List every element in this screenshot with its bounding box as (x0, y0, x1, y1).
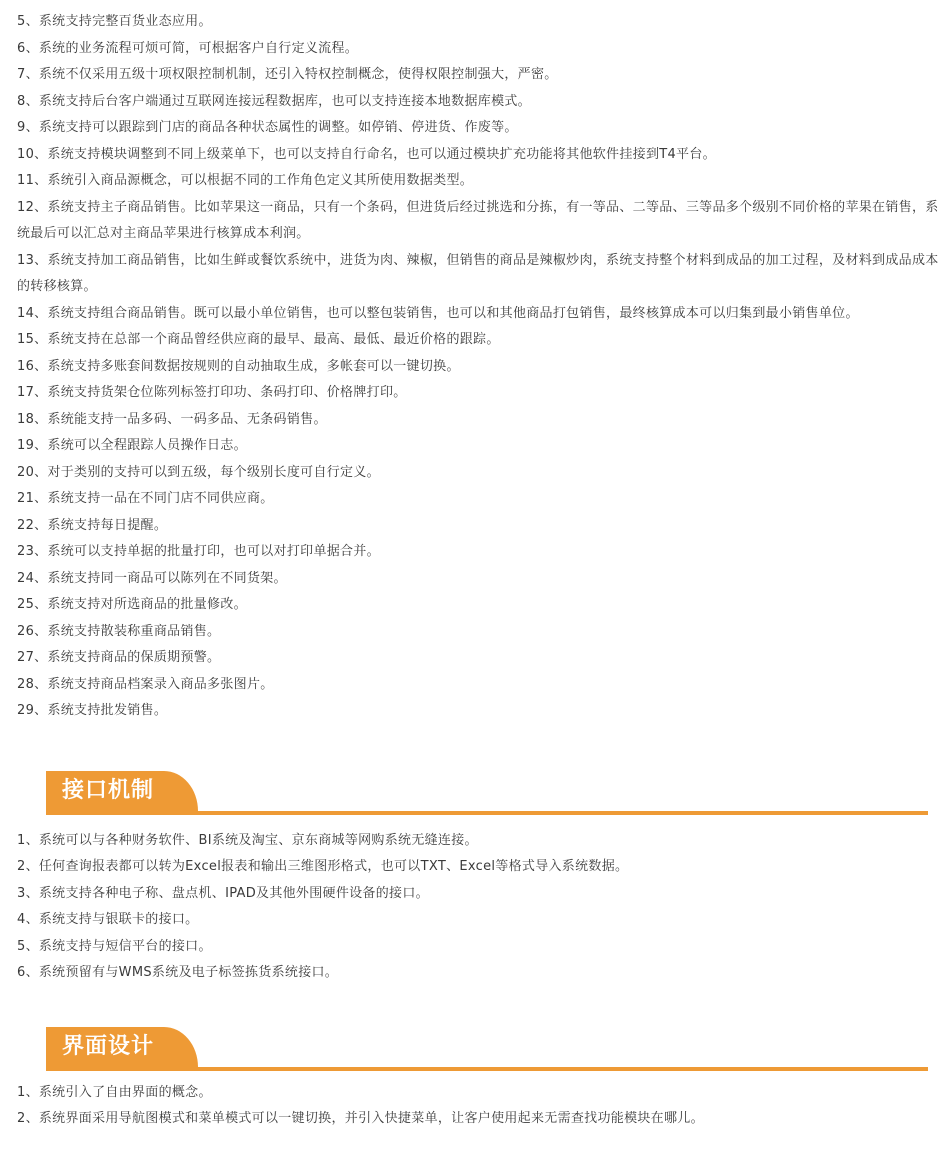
list-item: 25、系统支持对所选商品的批量修改。 (17, 597, 247, 612)
list-item: 28、系统支持商品档案录入商品多张图片。 (17, 676, 274, 692)
section-header-ui-design (46, 1027, 928, 1067)
list-item: 23、系统可以支持单据的批量打印，也可以对打印单据合并。 (17, 544, 380, 559)
list-item: 1、系统可以与各种财务软件、BI系统及淘宝、京东商城等网购系统无缝连接。 (17, 832, 478, 848)
list-item: 6、系统的业务流程可烦可简，可根据客户自行定义流程。 (17, 40, 359, 56)
section-divider (46, 1067, 928, 1071)
list-item: 1、系统引入了自由界面的概念。 (17, 1084, 212, 1100)
section-title-interface: 接口机制 (46, 771, 198, 811)
section-divider (46, 811, 928, 815)
list-item: 2、任何查询报表都可以转为Excel报表和输出三维图形格式，也可以TXT、Excel等格式导入系统数据。 (17, 859, 629, 874)
list-item: 13、系统支持加工商品销售，比如生鲜或餐饮系统中，进货为肉、辣椒，但销售的商品是辣椒炒肉，系统支持整个材料到成品的加工过程，及材料到成品成本的转移核算。 (17, 252, 939, 294)
list-item: 15、系统支持在总部一个商品曾经供应商的最早、最高、最低、最近价格的跟踪。 (17, 332, 500, 347)
list-item: 17、系统支持货架仓位陈列标签打印功、条码打印、价格牌打印。 (17, 385, 407, 400)
list-item: 4、系统支持与银联卡的接口。 (17, 912, 199, 927)
list-item: 3、系统支持各种电子称、盘点机、IPAD及其他外围硬件设备的接口。 (17, 885, 429, 901)
list-item: 20、对于类别的支持可以到五级，每个级别长度可自行定义。 (17, 464, 380, 480)
list-item: 18、系统能支持一品多码、一码多品、无条码销售。 (17, 411, 327, 427)
list-item: 9、系统支持可以跟踪到门店的商品各种状态属性的调整。如停销、停进货、作废等。 (17, 120, 518, 135)
list-item: 27、系统支持商品的保质期预警。 (17, 650, 221, 665)
section-title-ui-design: 界面设计 (46, 1027, 198, 1067)
list-item: 24、系统支持同一商品可以陈列在不同货架。 (17, 570, 287, 586)
list-item: 12、系统支持主子商品销售。比如苹果这一商品，只有一个条码，但进货后经过挑选和分拣，有一等品、二等品、三等品多个级别不同价格的苹果在销售，系统最后可以汇总对主商品苹果进行核算成本利润。 (17, 199, 939, 241)
list-item: 6、系统预留有与WMS系统及电子标签拣货系统接口。 (17, 965, 339, 980)
list-item: 2、系统界面采用导航图模式和菜单模式可以一键切换，并引入快捷菜单，让客户使用起来无需查找功能模块在哪儿。 (17, 1111, 704, 1126)
interface-list (0, 811, 950, 987)
list-item: 29、系统支持批发销售。 (17, 703, 168, 718)
section-header-interface (46, 771, 928, 811)
list-item: 14、系统支持组合商品销售。既可以最小单位销售，也可以整包装销售，也可以和其他商品打包销售，最终核算成本可以归集到最小销售单位。 (17, 305, 859, 321)
list-item: 8、系统支持后台客户端通过互联网连接远程数据库，也可以支持连接本地数据库模式。 (17, 93, 531, 109)
list-item: 19、系统可以全程跟踪人员操作日志。 (17, 438, 247, 453)
list-item: 7、系统不仅采用五级十项权限控制机制，还引入特权控制概念，使得权限控制强大，严密。 (17, 67, 558, 82)
list-item: 26、系统支持散装称重商品销售。 (17, 623, 221, 639)
list-item: 11、系统引入商品源概念，可以根据不同的工作角色定义其所使用数据类型。 (17, 173, 474, 188)
list-item: 16、系统支持多账套间数据按规则的自动抽取生成，多帐套可以一键切换。 (17, 358, 460, 374)
list-item: 22、系统支持每日提醒。 (17, 517, 168, 533)
list-item: 21、系统支持一品在不同门店不同供应商。 (17, 491, 274, 506)
list-item: 10、系统支持模块调整到不同上级菜单下，也可以支持自行命名，也可以通过模块扩充功能将其他软件挂接到T4平台。 (17, 146, 716, 162)
ui-design-list (0, 1067, 950, 1133)
list-item: 5、系统支持与短信平台的接口。 (17, 938, 212, 954)
list-item: 5、系统支持完整百货业态应用。 (17, 14, 212, 29)
